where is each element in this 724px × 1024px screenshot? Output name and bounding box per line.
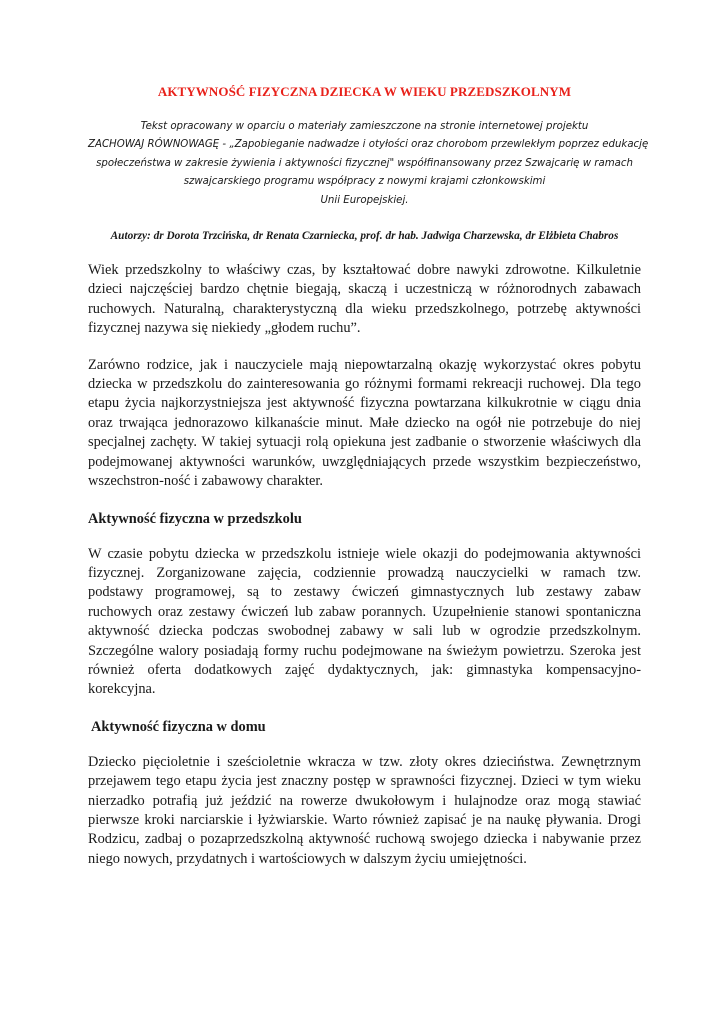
paragraph-line: aktywność dziecka podczas swobodnej zabawy w sali lub w ogrodzie przedszkolnym. [88, 623, 641, 640]
paragraph-line: dzieci najczęściej bardzo chętnie biegają, skaczą i uczestniczą w różnorodnych zabawach [88, 281, 641, 298]
paragraph-line: fizycznej nazywa się niekiedy „głodem ruchu”. [88, 320, 361, 337]
source-note [88, 118, 649, 210]
paragraph-line: ruchowych oraz zestawy ćwiczeń lub zabaw porannych. Uzupełnienie stanowi spontaniczna [88, 603, 641, 620]
paragraph-intro [88, 261, 641, 339]
paragraph-line: fizycznej. Zorganizowane zajęcia, codziennie prowadzą nauczycielki w ramach tzw. [88, 564, 641, 581]
source-line: ZACHOWAJ RÓWNOWAGĘ - „Zapobieganie nadwadze i otyłości oraz chorobom przewlekłym poprzez edukację [88, 139, 649, 151]
paragraph-line: nierzadko potrafią już jeździć na rowerze dwukołowym i hulajnodze oraz mogą stawiać [88, 792, 641, 809]
authors-line: Autorzy: dr Dorota Trzcińska, dr Renata Czarniecka, prof. dr hab. Jadwiga Charzewska, dr Elżbieta Chabros [110, 230, 619, 243]
source-line: Tekst opracowany w oparciu o materiały zamieszczone na stronie internetowej projektu [140, 121, 589, 132]
paragraph-line: korekcyjna. [88, 681, 156, 698]
paragraph-line: dziecka w przedszkolu do zainteresowania go różnymi formami rekreacji ruchowej. Dla tego [88, 376, 641, 393]
paragraph-line: również oferta dodatkowych zajęć dydaktycznych, jak: gimnastyka kompensacyjno- [88, 661, 641, 678]
document-page [88, 82, 649, 869]
document-title: AKTYWNOŚĆ FIZYCZNA DZIECKA W WIEKU PRZEDSZKOLNYM [157, 84, 572, 99]
source-line: szwajcarskiego programu współpracy z nowymi krajami członkowskimi [183, 176, 546, 188]
paragraph-line: Dziecko pięcioletnie i sześcioletnie wkracza w tzw. złoty okres dzieciństwa. Zewnętrznym [88, 753, 641, 770]
paragraph-line: przejawem tego etapu życia jest znaczny postęp w sprawności fizycznej. Dzieci w tym wieku [88, 773, 641, 790]
paragraph-line: pierwsze kroki narciarskie i łyżwiarskie. Warto również zapisać je na naukę pływania. Drogi [88, 811, 641, 828]
source-line: społeczeństwa w zakresie żywienia i aktywności fizycznej" współfinansowany przez Szwajcarię w ramach [96, 157, 633, 169]
paragraph-parents-teachers [88, 356, 641, 492]
section-heading-home: Aktywność fizyczna w domu [91, 718, 266, 735]
paragraph-line: oraz trwająca jednorazowo kilkanaście minut. Małe dziecko na ogół nie potrzebuje do niej [88, 414, 641, 431]
paragraph-line: W czasie pobytu dziecka w przedszkolu istnieje wiele okazji do podejmowania aktywności [88, 545, 641, 562]
paragraph-line: etapu życia najkorzystniejsza jest aktywność fizyczna powtarzana kilkukrotnie w ciągu dnia [88, 395, 641, 412]
section-heading-preschool: Aktywność fizyczna w przedszkolu [88, 510, 302, 527]
paragraph-home [88, 753, 641, 869]
source-line: Unii Europejskiej. [320, 194, 409, 206]
paragraph-line: specjalnej zachęty. W takiej sytuacji rolą opiekuna jest zadbanie o stworzenie właściwych dla [88, 434, 641, 451]
paragraph-line: podstawy programowej, są to zestawy ćwiczeń gimnastycznych lub zestawy zabaw [88, 584, 641, 601]
paragraph-line: Zarówno rodzice, jak i nauczyciele mają niepowtarzalną okazję wykorzystać okres pobytu [88, 356, 641, 373]
paragraph-preschool [88, 545, 641, 700]
paragraph-line: podejmowanej aktywności warunków, uwzględniających przede wszystkim bezpieczeństwo, [88, 453, 641, 470]
paragraph-line: ruchowych. Naturalną, charakterystyczną dla wieku przedszkolnego, potrzebę aktywności [88, 300, 641, 317]
paragraph-line: Wiek przedszkolny to właściwy czas, by kształtować dobre nawyki zdrowotne. Kilkuletnie [88, 262, 641, 279]
paragraph-line: niego nowych, przydatnych i wartościowych w dalszym życiu umiejętności. [88, 850, 527, 867]
paragraph-line: Szczególne walory posiadają formy ruchu podejmowane na świeżym powietrzu. Szeroka jest [88, 642, 641, 659]
paragraph-line: wszechstron-ność i zabawowy charakter. [88, 473, 323, 490]
paragraph-line: Rodzicu, zadbaj o pozaprzedszkolną aktywność ruchową swojego dziecka i nabywanie przez [88, 831, 641, 848]
